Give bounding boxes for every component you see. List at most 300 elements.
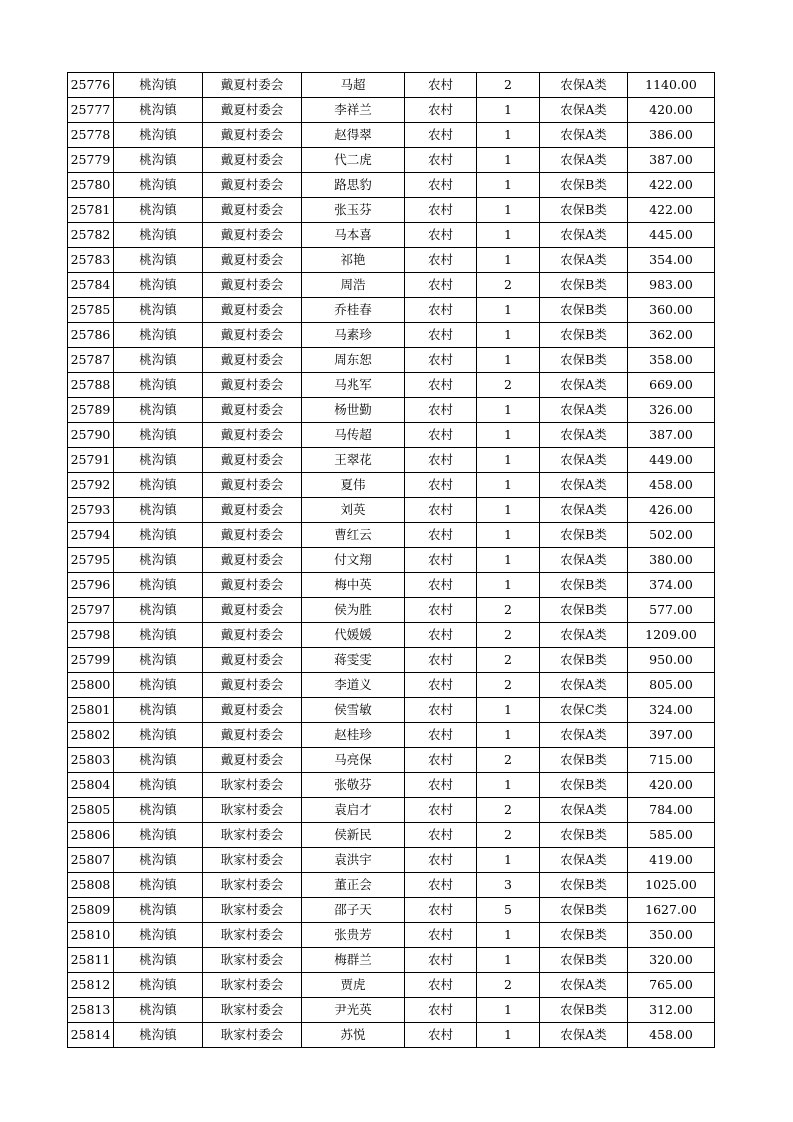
name-cell: 赵得翠 bbox=[302, 123, 405, 148]
village-committee-cell: 戴夏村委会 bbox=[203, 423, 302, 448]
name-cell: 周浩 bbox=[302, 273, 405, 298]
town-cell: 桃沟镇 bbox=[114, 648, 203, 673]
name-cell: 夏伟 bbox=[302, 473, 405, 498]
residence-type-cell: 农村 bbox=[405, 798, 477, 823]
table-row bbox=[68, 398, 715, 423]
amount-cell: 458.00 bbox=[628, 1023, 715, 1048]
household-size-cell: 1 bbox=[477, 548, 540, 573]
insurance-category-cell: 农保A类 bbox=[540, 723, 628, 748]
table-row bbox=[68, 448, 715, 473]
residence-type-cell: 农村 bbox=[405, 423, 477, 448]
household-size-cell: 1 bbox=[477, 523, 540, 548]
amount-cell: 420.00 bbox=[628, 98, 715, 123]
table-body bbox=[68, 73, 715, 1048]
amount-cell: 387.00 bbox=[628, 148, 715, 173]
table-row bbox=[68, 73, 715, 98]
name-cell: 蒋雯雯 bbox=[302, 648, 405, 673]
insurance-category-cell: 农保A类 bbox=[540, 498, 628, 523]
household-size-cell: 2 bbox=[477, 648, 540, 673]
serial-number-cell: 25778 bbox=[68, 123, 114, 148]
name-cell: 马传超 bbox=[302, 423, 405, 448]
town-cell: 桃沟镇 bbox=[114, 73, 203, 98]
town-cell: 桃沟镇 bbox=[114, 423, 203, 448]
amount-cell: 784.00 bbox=[628, 798, 715, 823]
household-size-cell: 1 bbox=[477, 173, 540, 198]
serial-number-cell: 25785 bbox=[68, 298, 114, 323]
residence-type-cell: 农村 bbox=[405, 173, 477, 198]
household-size-cell: 2 bbox=[477, 623, 540, 648]
serial-number-cell: 25807 bbox=[68, 848, 114, 873]
household-size-cell: 2 bbox=[477, 373, 540, 398]
household-size-cell: 2 bbox=[477, 973, 540, 998]
name-cell: 付文翔 bbox=[302, 548, 405, 573]
insurance-category-cell: 农保A类 bbox=[540, 423, 628, 448]
name-cell: 马亮保 bbox=[302, 748, 405, 773]
serial-number-cell: 25800 bbox=[68, 673, 114, 698]
serial-number-cell: 25799 bbox=[68, 648, 114, 673]
name-cell: 李道义 bbox=[302, 673, 405, 698]
town-cell: 桃沟镇 bbox=[114, 748, 203, 773]
insurance-category-cell: 农保A类 bbox=[540, 448, 628, 473]
serial-number-cell: 25790 bbox=[68, 423, 114, 448]
village-committee-cell: 耿家村委会 bbox=[203, 848, 302, 873]
amount-cell: 374.00 bbox=[628, 573, 715, 598]
residence-type-cell: 农村 bbox=[405, 598, 477, 623]
household-size-cell: 1 bbox=[477, 848, 540, 873]
table-row bbox=[68, 873, 715, 898]
household-size-cell: 2 bbox=[477, 748, 540, 773]
town-cell: 桃沟镇 bbox=[114, 198, 203, 223]
amount-cell: 362.00 bbox=[628, 323, 715, 348]
serial-number-cell: 25793 bbox=[68, 498, 114, 523]
name-cell: 苏悦 bbox=[302, 1023, 405, 1048]
insurance-category-cell: 农保A类 bbox=[540, 98, 628, 123]
residence-type-cell: 农村 bbox=[405, 98, 477, 123]
insurance-category-cell: 农保C类 bbox=[540, 698, 628, 723]
village-committee-cell: 耿家村委会 bbox=[203, 798, 302, 823]
household-size-cell: 1 bbox=[477, 698, 540, 723]
town-cell: 桃沟镇 bbox=[114, 273, 203, 298]
name-cell: 袁洪宇 bbox=[302, 848, 405, 873]
serial-number-cell: 25784 bbox=[68, 273, 114, 298]
insurance-category-cell: 农保A类 bbox=[540, 798, 628, 823]
table-row bbox=[68, 748, 715, 773]
amount-cell: 715.00 bbox=[628, 748, 715, 773]
name-cell: 马本喜 bbox=[302, 223, 405, 248]
amount-cell: 350.00 bbox=[628, 923, 715, 948]
table-row bbox=[68, 223, 715, 248]
town-cell: 桃沟镇 bbox=[114, 448, 203, 473]
household-size-cell: 2 bbox=[477, 798, 540, 823]
insurance-category-cell: 农保A类 bbox=[540, 473, 628, 498]
household-size-cell: 1 bbox=[477, 948, 540, 973]
serial-number-cell: 25805 bbox=[68, 798, 114, 823]
serial-number-cell: 25813 bbox=[68, 998, 114, 1023]
village-committee-cell: 耿家村委会 bbox=[203, 898, 302, 923]
insurance-category-cell: 农保B类 bbox=[540, 898, 628, 923]
name-cell: 梅群兰 bbox=[302, 948, 405, 973]
town-cell: 桃沟镇 bbox=[114, 398, 203, 423]
table-row bbox=[68, 498, 715, 523]
table-row bbox=[68, 848, 715, 873]
table-row bbox=[68, 598, 715, 623]
household-size-cell: 1 bbox=[477, 448, 540, 473]
table-row bbox=[68, 173, 715, 198]
table-row bbox=[68, 373, 715, 398]
insurance-category-cell: 农保A类 bbox=[540, 1023, 628, 1048]
town-cell: 桃沟镇 bbox=[114, 248, 203, 273]
insurance-category-cell: 农保A类 bbox=[540, 73, 628, 98]
town-cell: 桃沟镇 bbox=[114, 298, 203, 323]
residence-type-cell: 农村 bbox=[405, 848, 477, 873]
residence-type-cell: 农村 bbox=[405, 573, 477, 598]
amount-cell: 805.00 bbox=[628, 673, 715, 698]
name-cell: 代二虎 bbox=[302, 148, 405, 173]
serial-number-cell: 25802 bbox=[68, 723, 114, 748]
name-cell: 周东恕 bbox=[302, 348, 405, 373]
name-cell: 曹红云 bbox=[302, 523, 405, 548]
amount-cell: 449.00 bbox=[628, 448, 715, 473]
name-cell: 侯新民 bbox=[302, 823, 405, 848]
amount-cell: 445.00 bbox=[628, 223, 715, 248]
residence-type-cell: 农村 bbox=[405, 548, 477, 573]
residence-type-cell: 农村 bbox=[405, 698, 477, 723]
amount-cell: 397.00 bbox=[628, 723, 715, 748]
insurance-category-cell: 农保B类 bbox=[540, 948, 628, 973]
serial-number-cell: 25794 bbox=[68, 523, 114, 548]
household-size-cell: 1 bbox=[477, 923, 540, 948]
table-row bbox=[68, 1023, 715, 1048]
town-cell: 桃沟镇 bbox=[114, 498, 203, 523]
table-row bbox=[68, 298, 715, 323]
table-row bbox=[68, 823, 715, 848]
residence-type-cell: 农村 bbox=[405, 298, 477, 323]
town-cell: 桃沟镇 bbox=[114, 998, 203, 1023]
town-cell: 桃沟镇 bbox=[114, 223, 203, 248]
serial-number-cell: 25791 bbox=[68, 448, 114, 473]
residence-type-cell: 农村 bbox=[405, 273, 477, 298]
table-row bbox=[68, 98, 715, 123]
amount-cell: 1209.00 bbox=[628, 623, 715, 648]
residence-type-cell: 农村 bbox=[405, 823, 477, 848]
town-cell: 桃沟镇 bbox=[114, 773, 203, 798]
amount-cell: 426.00 bbox=[628, 498, 715, 523]
village-committee-cell: 耿家村委会 bbox=[203, 948, 302, 973]
name-cell: 祁艳 bbox=[302, 248, 405, 273]
serial-number-cell: 25812 bbox=[68, 973, 114, 998]
residence-type-cell: 农村 bbox=[405, 148, 477, 173]
insurance-category-cell: 农保B类 bbox=[540, 773, 628, 798]
household-size-cell: 2 bbox=[477, 273, 540, 298]
village-committee-cell: 戴夏村委会 bbox=[203, 298, 302, 323]
insurance-category-cell: 农保B类 bbox=[540, 873, 628, 898]
table-row bbox=[68, 923, 715, 948]
residence-type-cell: 农村 bbox=[405, 873, 477, 898]
insurance-category-cell: 农保A类 bbox=[540, 373, 628, 398]
village-committee-cell: 戴夏村委会 bbox=[203, 723, 302, 748]
village-committee-cell: 耿家村委会 bbox=[203, 823, 302, 848]
household-size-cell: 1 bbox=[477, 573, 540, 598]
residence-type-cell: 农村 bbox=[405, 248, 477, 273]
serial-number-cell: 25810 bbox=[68, 923, 114, 948]
village-committee-cell: 戴夏村委会 bbox=[203, 123, 302, 148]
name-cell: 杨世勤 bbox=[302, 398, 405, 423]
amount-cell: 1025.00 bbox=[628, 873, 715, 898]
serial-number-cell: 25783 bbox=[68, 248, 114, 273]
household-size-cell: 3 bbox=[477, 873, 540, 898]
village-committee-cell: 戴夏村委会 bbox=[203, 248, 302, 273]
village-committee-cell: 戴夏村委会 bbox=[203, 598, 302, 623]
town-cell: 桃沟镇 bbox=[114, 698, 203, 723]
serial-number-cell: 25808 bbox=[68, 873, 114, 898]
name-cell: 张贵芳 bbox=[302, 923, 405, 948]
name-cell: 贾虎 bbox=[302, 973, 405, 998]
amount-cell: 420.00 bbox=[628, 773, 715, 798]
insurance-category-cell: 农保A类 bbox=[540, 673, 628, 698]
name-cell: 马兆军 bbox=[302, 373, 405, 398]
insurance-category-cell: 农保B类 bbox=[540, 273, 628, 298]
insurance-category-cell: 农保A类 bbox=[540, 248, 628, 273]
village-committee-cell: 耿家村委会 bbox=[203, 873, 302, 898]
serial-number-cell: 25779 bbox=[68, 148, 114, 173]
amount-cell: 312.00 bbox=[628, 998, 715, 1023]
residence-type-cell: 农村 bbox=[405, 373, 477, 398]
household-size-cell: 1 bbox=[477, 723, 540, 748]
amount-cell: 324.00 bbox=[628, 698, 715, 723]
town-cell: 桃沟镇 bbox=[114, 873, 203, 898]
village-committee-cell: 耿家村委会 bbox=[203, 973, 302, 998]
town-cell: 桃沟镇 bbox=[114, 523, 203, 548]
serial-number-cell: 25788 bbox=[68, 373, 114, 398]
name-cell: 路思豹 bbox=[302, 173, 405, 198]
insurance-category-cell: 农保B类 bbox=[540, 748, 628, 773]
insurance-category-cell: 农保A类 bbox=[540, 398, 628, 423]
name-cell: 代媛媛 bbox=[302, 623, 405, 648]
name-cell: 张敬芬 bbox=[302, 773, 405, 798]
table-row bbox=[68, 898, 715, 923]
name-cell: 邵子天 bbox=[302, 898, 405, 923]
insurance-category-cell: 农保B类 bbox=[540, 823, 628, 848]
name-cell: 董正会 bbox=[302, 873, 405, 898]
village-committee-cell: 戴夏村委会 bbox=[203, 398, 302, 423]
town-cell: 桃沟镇 bbox=[114, 723, 203, 748]
residence-type-cell: 农村 bbox=[405, 498, 477, 523]
serial-number-cell: 25798 bbox=[68, 623, 114, 648]
amount-cell: 422.00 bbox=[628, 198, 715, 223]
residence-type-cell: 农村 bbox=[405, 998, 477, 1023]
town-cell: 桃沟镇 bbox=[114, 923, 203, 948]
insurance-category-cell: 农保B类 bbox=[540, 573, 628, 598]
village-committee-cell: 戴夏村委会 bbox=[203, 448, 302, 473]
town-cell: 桃沟镇 bbox=[114, 898, 203, 923]
table-row bbox=[68, 348, 715, 373]
serial-number-cell: 25782 bbox=[68, 223, 114, 248]
table-row bbox=[68, 798, 715, 823]
name-cell: 侯雪敏 bbox=[302, 698, 405, 723]
amount-cell: 354.00 bbox=[628, 248, 715, 273]
name-cell: 马超 bbox=[302, 73, 405, 98]
serial-number-cell: 25809 bbox=[68, 898, 114, 923]
amount-cell: 585.00 bbox=[628, 823, 715, 848]
amount-cell: 380.00 bbox=[628, 548, 715, 573]
village-committee-cell: 戴夏村委会 bbox=[203, 648, 302, 673]
town-cell: 桃沟镇 bbox=[114, 798, 203, 823]
table-row bbox=[68, 148, 715, 173]
serial-number-cell: 25789 bbox=[68, 398, 114, 423]
residence-type-cell: 农村 bbox=[405, 623, 477, 648]
village-committee-cell: 戴夏村委会 bbox=[203, 273, 302, 298]
residence-type-cell: 农村 bbox=[405, 398, 477, 423]
town-cell: 桃沟镇 bbox=[114, 973, 203, 998]
amount-cell: 422.00 bbox=[628, 173, 715, 198]
serial-number-cell: 25776 bbox=[68, 73, 114, 98]
amount-cell: 983.00 bbox=[628, 273, 715, 298]
insurance-category-cell: 农保A类 bbox=[540, 973, 628, 998]
village-committee-cell: 戴夏村委会 bbox=[203, 698, 302, 723]
household-size-cell: 1 bbox=[477, 348, 540, 373]
household-size-cell: 1 bbox=[477, 123, 540, 148]
name-cell: 尹光英 bbox=[302, 998, 405, 1023]
residence-type-cell: 农村 bbox=[405, 223, 477, 248]
insurance-category-cell: 农保B类 bbox=[540, 648, 628, 673]
village-committee-cell: 耿家村委会 bbox=[203, 773, 302, 798]
amount-cell: 360.00 bbox=[628, 298, 715, 323]
village-committee-cell: 耿家村委会 bbox=[203, 998, 302, 1023]
village-committee-cell: 戴夏村委会 bbox=[203, 498, 302, 523]
household-size-cell: 1 bbox=[477, 98, 540, 123]
household-size-cell: 1 bbox=[477, 998, 540, 1023]
serial-number-cell: 25803 bbox=[68, 748, 114, 773]
table-row bbox=[68, 773, 715, 798]
village-committee-cell: 戴夏村委会 bbox=[203, 623, 302, 648]
household-size-cell: 1 bbox=[477, 298, 540, 323]
household-size-cell: 2 bbox=[477, 598, 540, 623]
household-size-cell: 2 bbox=[477, 673, 540, 698]
serial-number-cell: 25801 bbox=[68, 698, 114, 723]
amount-cell: 950.00 bbox=[628, 648, 715, 673]
table-row bbox=[68, 648, 715, 673]
table-row bbox=[68, 948, 715, 973]
town-cell: 桃沟镇 bbox=[114, 373, 203, 398]
insurance-category-cell: 农保B类 bbox=[540, 998, 628, 1023]
insurance-category-cell: 农保A类 bbox=[540, 548, 628, 573]
table-row bbox=[68, 423, 715, 448]
household-size-cell: 2 bbox=[477, 73, 540, 98]
village-committee-cell: 戴夏村委会 bbox=[203, 323, 302, 348]
name-cell: 侯为胜 bbox=[302, 598, 405, 623]
name-cell: 赵桂珍 bbox=[302, 723, 405, 748]
table-row bbox=[68, 323, 715, 348]
residence-type-cell: 农村 bbox=[405, 473, 477, 498]
village-committee-cell: 戴夏村委会 bbox=[203, 523, 302, 548]
residence-type-cell: 农村 bbox=[405, 1023, 477, 1048]
town-cell: 桃沟镇 bbox=[114, 948, 203, 973]
serial-number-cell: 25795 bbox=[68, 548, 114, 573]
amount-cell: 326.00 bbox=[628, 398, 715, 423]
amount-cell: 419.00 bbox=[628, 848, 715, 873]
town-cell: 桃沟镇 bbox=[114, 473, 203, 498]
amount-cell: 387.00 bbox=[628, 423, 715, 448]
table-row bbox=[68, 548, 715, 573]
town-cell: 桃沟镇 bbox=[114, 548, 203, 573]
residence-type-cell: 农村 bbox=[405, 673, 477, 698]
serial-number-cell: 25806 bbox=[68, 823, 114, 848]
village-committee-cell: 戴夏村委会 bbox=[203, 223, 302, 248]
household-size-cell: 1 bbox=[477, 198, 540, 223]
table-row bbox=[68, 123, 715, 148]
serial-number-cell: 25792 bbox=[68, 473, 114, 498]
town-cell: 桃沟镇 bbox=[114, 348, 203, 373]
name-cell: 梅中英 bbox=[302, 573, 405, 598]
town-cell: 桃沟镇 bbox=[114, 823, 203, 848]
household-size-cell: 1 bbox=[477, 248, 540, 273]
town-cell: 桃沟镇 bbox=[114, 848, 203, 873]
serial-number-cell: 25781 bbox=[68, 198, 114, 223]
amount-cell: 320.00 bbox=[628, 948, 715, 973]
insurance-category-cell: 农保A类 bbox=[540, 123, 628, 148]
table-row bbox=[68, 573, 715, 598]
insurance-category-cell: 农保A类 bbox=[540, 848, 628, 873]
table-row bbox=[68, 273, 715, 298]
insurance-category-cell: 农保B类 bbox=[540, 598, 628, 623]
amount-cell: 386.00 bbox=[628, 123, 715, 148]
town-cell: 桃沟镇 bbox=[114, 598, 203, 623]
household-size-cell: 1 bbox=[477, 323, 540, 348]
insurance-category-cell: 农保B类 bbox=[540, 298, 628, 323]
table-row bbox=[68, 523, 715, 548]
town-cell: 桃沟镇 bbox=[114, 673, 203, 698]
amount-cell: 502.00 bbox=[628, 523, 715, 548]
household-size-cell: 5 bbox=[477, 898, 540, 923]
household-size-cell: 1 bbox=[477, 398, 540, 423]
amount-cell: 669.00 bbox=[628, 373, 715, 398]
town-cell: 桃沟镇 bbox=[114, 623, 203, 648]
serial-number-cell: 25777 bbox=[68, 98, 114, 123]
village-committee-cell: 戴夏村委会 bbox=[203, 148, 302, 173]
amount-cell: 1627.00 bbox=[628, 898, 715, 923]
village-committee-cell: 戴夏村委会 bbox=[203, 748, 302, 773]
table-row bbox=[68, 248, 715, 273]
residence-type-cell: 农村 bbox=[405, 648, 477, 673]
residence-type-cell: 农村 bbox=[405, 723, 477, 748]
residence-type-cell: 农村 bbox=[405, 523, 477, 548]
name-cell: 刘英 bbox=[302, 498, 405, 523]
household-size-cell: 1 bbox=[477, 148, 540, 173]
serial-number-cell: 25811 bbox=[68, 948, 114, 973]
table-row bbox=[68, 473, 715, 498]
name-cell: 马素珍 bbox=[302, 323, 405, 348]
town-cell: 桃沟镇 bbox=[114, 123, 203, 148]
residence-type-cell: 农村 bbox=[405, 323, 477, 348]
serial-number-cell: 25786 bbox=[68, 323, 114, 348]
name-cell: 李祥兰 bbox=[302, 98, 405, 123]
residence-type-cell: 农村 bbox=[405, 973, 477, 998]
serial-number-cell: 25797 bbox=[68, 598, 114, 623]
insurance-category-cell: 农保B类 bbox=[540, 348, 628, 373]
beneficiary-table bbox=[67, 72, 715, 1048]
serial-number-cell: 25796 bbox=[68, 573, 114, 598]
village-committee-cell: 戴夏村委会 bbox=[203, 673, 302, 698]
village-committee-cell: 戴夏村委会 bbox=[203, 73, 302, 98]
household-size-cell: 1 bbox=[477, 1023, 540, 1048]
amount-cell: 765.00 bbox=[628, 973, 715, 998]
household-size-cell: 1 bbox=[477, 423, 540, 448]
residence-type-cell: 农村 bbox=[405, 448, 477, 473]
village-committee-cell: 戴夏村委会 bbox=[203, 173, 302, 198]
table-row bbox=[68, 973, 715, 998]
residence-type-cell: 农村 bbox=[405, 948, 477, 973]
town-cell: 桃沟镇 bbox=[114, 173, 203, 198]
